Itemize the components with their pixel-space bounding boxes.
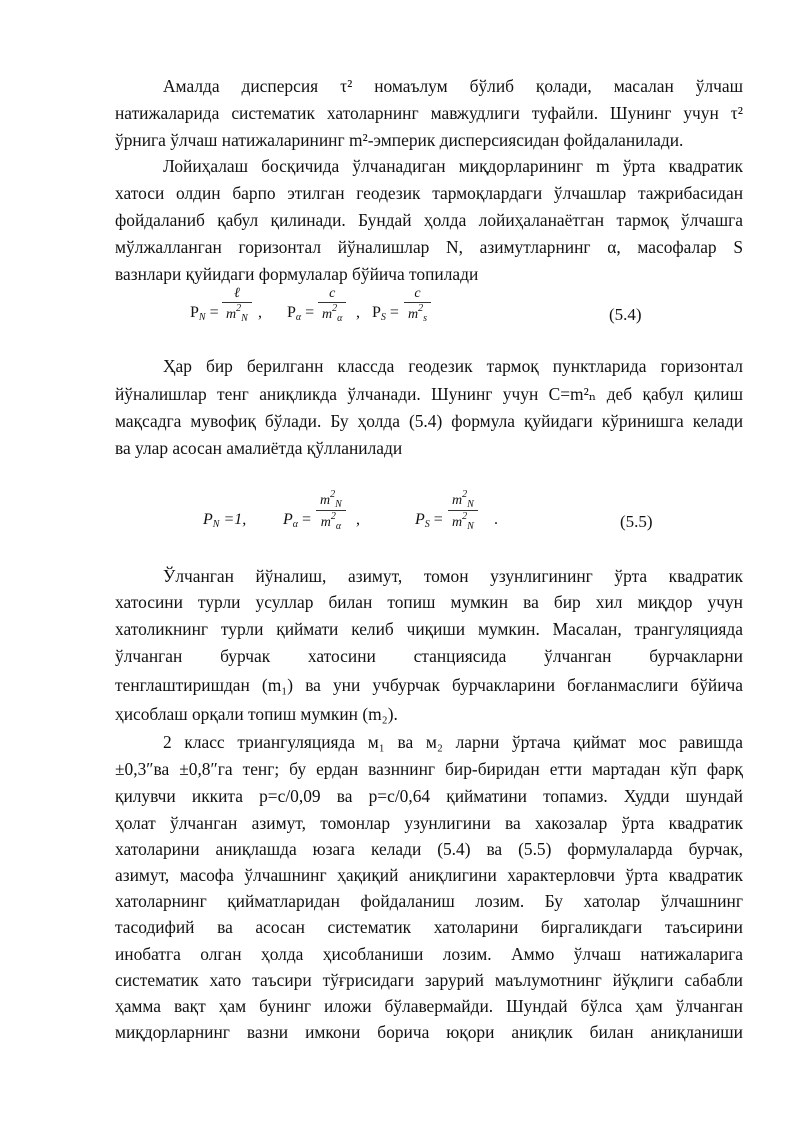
text-line: қилувчи иккита p=c/0,09 ва p=c/0,64 қийматини топамиз. Худди шундай xyxy=(115,786,743,806)
weight-a-fraction: $\frac{c}{m^2_\alpha}$ xyxy=(318,286,346,324)
text-line: тенглаштиришдан (m₁) ва уни учбурчак бурчакларини боғланмаслиги бўйича xyxy=(115,675,743,695)
text-line: Лойиҳалаш босқичида ўлчанадиган миқдорларининг m ўрта квадратик xyxy=(163,156,743,176)
equation-number: (5.4) xyxy=(609,305,642,324)
text-line: хатоларнинг қийматларидан фойдаланиш лозим. Бу хатолар ўлчашнинг xyxy=(115,891,743,911)
text-line: ҳамма вақт ҳам бунинг иложи бўлавермайди. Шундай бўлса ҳам ўлчанган xyxy=(115,996,743,1016)
text-line: 2 класс триангуляцияда м₁ ва м₂ ларни ўртача қиймат мос равишда xyxy=(163,732,743,752)
text-line: Ҳар бир берилганн классда геодезик тармоқ пунктларида горизонтал xyxy=(163,356,743,376)
text-line: ±0,3″ва ±0,8″га тенг; бу ердан вазннинг бир-биридан етти мартадан кўп фарқ xyxy=(115,759,743,779)
text-line: фойдаланиб қабул қилинади. Бундай ҳолда лойиҳаланаётган тармоқ ўлчашга xyxy=(115,210,743,230)
text-line: хатоликнинг турли қиймати келиб чиқиши мумкин. Масалан, трангуляцияда xyxy=(115,619,743,639)
equation-number: (5.5) xyxy=(620,512,653,531)
text-line: мўлжалланган горизонтал йўналишлар N, азимутларнинг α, масофалар S xyxy=(115,237,743,257)
text-line: хатоларини аниқлашда юзага келади (5.4) ва (5.5) формулаларда бурчак, xyxy=(115,839,743,859)
text-line: хатосини турли усуллар билан топиш мумкин ва бир хил миқдор учун xyxy=(115,592,743,612)
separator: , xyxy=(356,511,360,528)
text-line: йўналишлар тенг аниқликда ўлчанади. Шунинг учун C=m²ₙ деб қабул қилиш xyxy=(115,384,743,404)
separator: , xyxy=(356,304,360,321)
weight-s-fraction: $\frac{m^2_N}{m^2_N}$ xyxy=(448,489,478,532)
separator: . xyxy=(494,511,498,528)
text-line: вазнлари қуйидаги формулалар бўйича топилади xyxy=(115,264,479,284)
text-line: ҳолат ўлчанган азимут, томонлар узунлигини ва хакозалар ўрта квадратик xyxy=(115,813,743,833)
text-line: ўрнига ўлчаш натижаларининг m²-эмперик дисперсиясидан фойдаланилади. xyxy=(115,130,684,150)
text-line: Амалда дисперсия τ² номаълум бўлиб қолади, масалан ўлчаш xyxy=(163,76,743,96)
weight-n-equal-one: $P_N =1$, xyxy=(203,511,247,530)
weight-n-fraction: ℓ $m^2_N$ xyxy=(222,286,252,324)
separator: , xyxy=(258,304,262,321)
text-line: хатоси олдин барпо этилган геодезик тармоқлардаги ўлчашлар тажрибасидан xyxy=(115,183,743,203)
text-line: миқдорларнинг вазни имкони борича юқори аниқлик билан аниқланиши xyxy=(115,1022,743,1042)
text-line: ҳисоблаш орқали топиш мумкин (m₂). xyxy=(115,704,398,724)
text-line: натижаларида систематик хатоларнинг мавжудлиги туфайли. Шунинг учун τ² xyxy=(115,103,743,123)
text-line: ва улар асосан амалиётда қўлланилади xyxy=(115,438,403,458)
weight-a-label: $P_\alpha$ = xyxy=(283,511,312,530)
text-line: мақсадга мувофиқ бўлади. Бу ҳолда (5.4) формула қуйидаги кўринишга келади xyxy=(115,411,743,431)
weight-n-label: $P_N$ = xyxy=(190,304,219,323)
text-line: тасодифий ва асосан систематик хатоларини биргаликдаги таъсирини xyxy=(115,917,743,937)
weight-a-label: $P_\alpha$ = xyxy=(287,304,315,323)
text-line: Ўлчанган йўналиш, азимут, томон узунлигининг ўрта квадратик xyxy=(163,566,743,586)
text-line: систематик хато таъсири тўғрисидаги зарурий маълумотнинг йўқлиги сабабли xyxy=(115,970,743,990)
text-line: азимут, масофа ўлчашнинг ҳақиқий аниқлигини характерловчи ўрта квадратик xyxy=(115,865,743,885)
text-line: ўлчанган бурчак хатосини станциясида ўлчанган бурчакларни xyxy=(115,646,743,666)
weight-s-label: $P_S$ = xyxy=(415,511,443,530)
weight-s-fraction: $\frac{c}{m^2_s}$ xyxy=(404,286,431,324)
weight-s-label: $P_S$ = xyxy=(372,304,399,323)
text-line: инобатга олган ҳолда ҳисобланиши лозим. Аммо ўлчаш натижаларига xyxy=(115,944,743,964)
weight-a-fraction: $\frac{m^2_N}{m^2_\alpha}$ xyxy=(316,489,346,532)
